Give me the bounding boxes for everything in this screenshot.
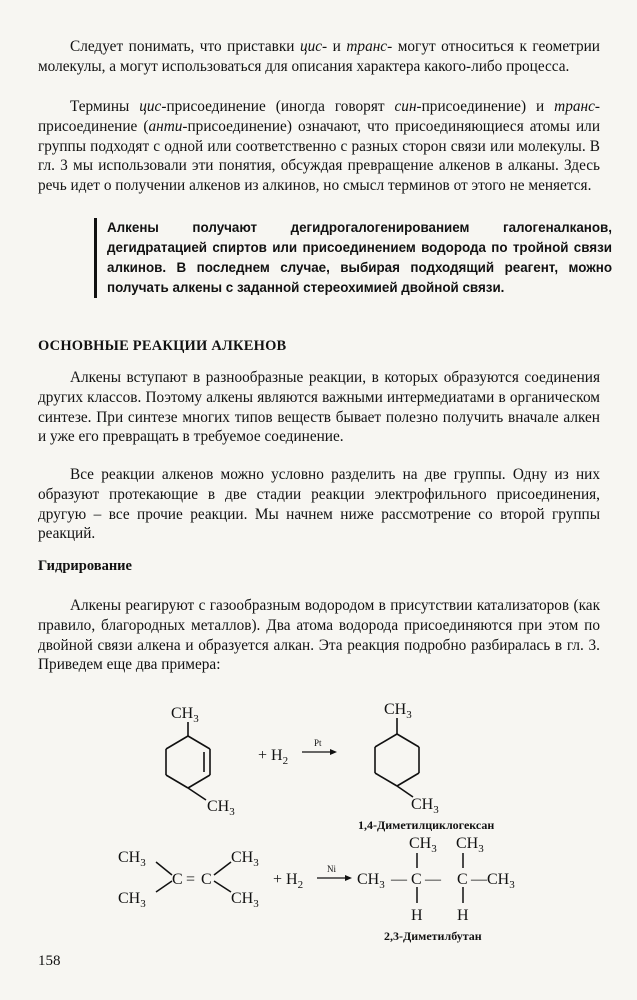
r2-product-ch3-b: $CH_3$ [456, 835, 484, 855]
product-dimethylcyclohexane [375, 718, 419, 797]
r2-double-bond: = [186, 871, 196, 888]
italic-term: син [394, 98, 417, 115]
r2-product-name: 2,3-Диметилбутан [384, 929, 482, 943]
r2-product-bond-2: — [425, 871, 441, 888]
r2-product-ch3-right: $CH_3$ [487, 871, 515, 891]
r2-ch3-bottom-right: $CH_3$ [231, 890, 259, 910]
italic-term: цис [139, 98, 162, 115]
italic-term: транс- [346, 38, 393, 55]
paragraph-alkene-reactions: Алкены вступают в разнообразные реакции, в которых образуются соединения других классов. Поэтому алкены являются важными интермедиатами в органическом синтезе. При синтезе многих типов веществ бывает полезно получить вначале алкен и уже его превращать в требуемое соединение. [38, 369, 600, 446]
r2-product-bond-3: — [471, 871, 487, 888]
italic-term: анти [148, 117, 183, 135]
paragraph-reaction-groups: Все реакции алкенов можно условно разделить на две группы. Одну из них образуют протекающие в две стадии реакции электрофильного присоединения, другую – все прочие реакции. Мы начнем ниже рассмотрение со второй группы реакций. [38, 466, 600, 543]
highlight-note: Алкены получают дегидрогалогенированием галогеналканов, дегидратацией спиртов или присоединением водорода по тройной связи алкинов. В последнем случае, выбирая подходящий реагент, можно получать алкены с заданной стереохимией двойной связи. [94, 218, 612, 298]
subheading-hydrogenation: Гидрирование [38, 558, 132, 574]
italic-term: транс [554, 98, 595, 115]
paragraph-prefix-meaning: Следует понимать, что приставки цис- и транс- могут относиться к геометрии молекулы, а могут использоваться для описания характера какого-либо процесса. [38, 38, 600, 75]
paragraph-addition-terms: Термины цис-присоединение (иногда говорят син-присоединение) и транс-присоединение (анти-присоединение) означают, что присоединяющиеся атомы или группы подходят с одной или соответственно с разных сторон связи или молекулы. В гл. 3 мы использовали эти понятия, обсуждая превращение алкенов в алканы. Здесь речь идет о получении алкенов из алкинов, но смысл терминов от этого не меняется. [38, 98, 601, 195]
r1-bottom-ch3: $CH_3$ [207, 798, 235, 818]
r2-product-h-left: H [411, 907, 423, 924]
r1-catalyst: Pt [314, 738, 322, 748]
section-heading: ОСНОВНЫЕ РЕАКЦИИ АЛКЕНОВ [38, 338, 287, 354]
r2-product-ch3-a: $CH_3$ [409, 835, 437, 855]
reactant-dimethylcyclohexene [166, 722, 210, 800]
r1-arrowhead [330, 749, 337, 755]
r2-product-c2: C [411, 871, 422, 888]
r2-product-c3: C [457, 871, 468, 888]
r2-plus-h2: + $H_2$ [273, 871, 304, 891]
r1-plus-h2: + $H_2$ [258, 747, 289, 767]
r1-product-bottom-ch3: $CH_3$ [411, 796, 439, 816]
r2-catalyst: Ni [327, 864, 336, 874]
r2-arrowhead [345, 875, 352, 881]
r2-product-bond-1: — [391, 871, 407, 888]
r2-alkene-c2: C [201, 871, 212, 888]
r1-product-top-ch3: $CH_3$ [384, 701, 412, 721]
r2-ch3-bottom-left: $CH_3$ [118, 890, 146, 910]
paragraph-hydrogenation: Алкены реагируют с газообразным водородом в присутствии катализаторов (как правило, благородных металлов). Два атома водорода присоединяются при этом по двойной связи алкена и образуется алкан. Эта реакция подробно разбиралась в гл. 3. Приведем еще два примера: [38, 597, 600, 674]
italic-term: цис- [299, 38, 328, 55]
r1-product-name: 1,4-Диметилциклогексан [358, 818, 495, 832]
r2-ch3-top-right: $CH_3$ [231, 849, 259, 869]
r2-alkene-c1: C [172, 871, 183, 888]
r1-top-ch3: $CH_3$ [171, 705, 199, 725]
page-number: 158 [38, 953, 61, 969]
r2-product-h-right: H [457, 907, 469, 924]
r2-ch3-top-left: $CH_3$ [118, 849, 146, 869]
r2-product-ch3-left: $CH_3$ [357, 871, 385, 891]
